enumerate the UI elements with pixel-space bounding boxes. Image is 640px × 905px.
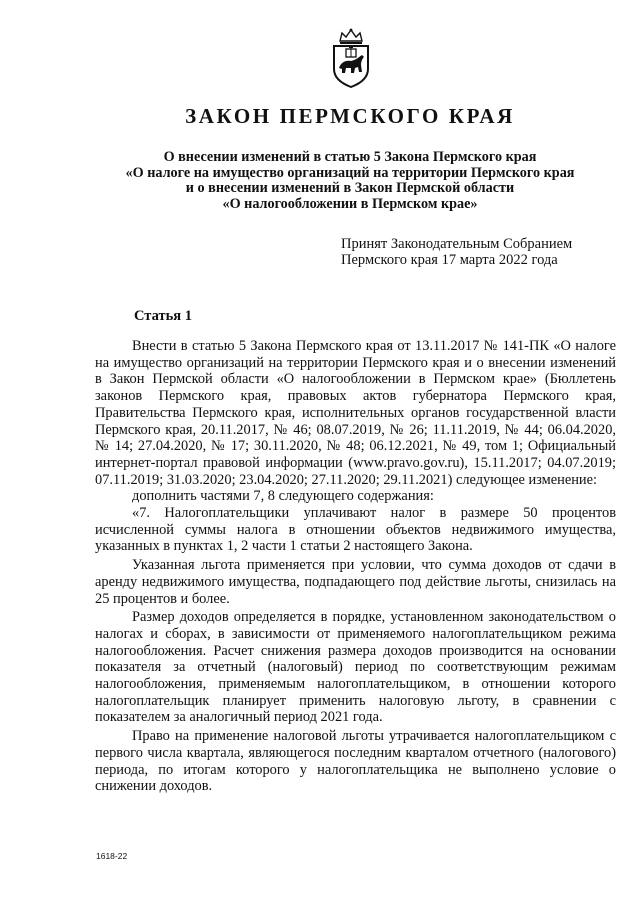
law-title: ЗАКОН ПЕРМСКОГО КРАЯ bbox=[185, 104, 515, 128]
subtitle-line: и о внесении изменений в Закон Пермской области bbox=[185, 180, 515, 196]
adoption-line: Пермского края 17 марта 2022 года bbox=[341, 252, 558, 268]
article-paragraph: Указанная льгота применяется при условии, что сумма доходов от сдачи в аренду недвижимого имущества, подпадающего под действие льготы, снизилась на 25 процентов и более. bbox=[95, 557, 616, 607]
article-paragraph: дополнить частями 7, 8 следующего содержания: bbox=[132, 488, 434, 505]
subtitle-line: О внесении изменений в статью 5 Закона Пермского края bbox=[163, 149, 537, 165]
article-paragraph: Право на применение налоговой льготы утрачивается налогоплательщиком с первого числа квартала, являющегося последним кварталом отчетного (налогового) периода, по итогам которого у налогоплательщика не выполнено условие о снижении доходов. bbox=[95, 728, 616, 795]
article-paragraph: «7. Налогоплательщики уплачивают налог в размере 50 процентов исчисленной суммы налога в отношении объектов недвижимого имущества, указанных в пунктах 1, 2 части 1 статьи 2 настоящего Закона. bbox=[95, 505, 616, 555]
adoption-note bbox=[341, 236, 572, 268]
article-paragraph: Внести в статью 5 Закона Пермского края от 13.11.2017 № 141-ПК «О налоге на имущество организаций на территории Пермского края и о внесении изменений в Закон Пермской области «О налогообложении в Пермском крае» (Бюллетень законов Пермского края, правовых актов губернатора Пермского края, Правительства Пермского края, исполнительных органов государственной власти Пермского края, 20.11.2017, № 46; 08.07.2019, № 26; 11.11.2019, № 44; 06.04.2020, № 14; 27.04.2020, № 17; 30.11.2020, № 48; 06.12.2021, № 49, том 1; Официальный интернет-портал правовой информации (www.pravo.gov.ru), 15.11.2017; 04.07.2019; 07.11.2019; 31.03.2020; 23.04.2020; 27.11.2020; 29.11.2021) следующее изменение: bbox=[95, 338, 616, 488]
subtitle-line: «О налоге на имущество организаций на территории Пермского края bbox=[125, 164, 575, 181]
adoption-line: Принят Законодательным Собранием bbox=[341, 236, 573, 252]
article-body bbox=[95, 338, 616, 795]
law-subtitle bbox=[0, 150, 640, 212]
document-number: 1618-22 bbox=[96, 851, 128, 861]
article-heading: Статья 1 bbox=[134, 308, 192, 324]
article-paragraph: Размер доходов определяется в порядке, установленном законодательством о налогах и сборах, в зависимости от применяемого налогоплательщиком режима налогообложения. Расчет снижения размера доходов производится на основании показателя за отчетный (налоговый) период по соответствующим режимам налогообложения, применяемым налогоплательщиком, в отношении которого налогоплательщик планирует применить налоговую льготу, в сравнении с показателем за аналогичный период 2021 года. bbox=[95, 609, 616, 726]
coat-of-arms-icon bbox=[329, 27, 373, 89]
subtitle-line: «О налогообложении в Пермском крае» bbox=[222, 195, 478, 212]
